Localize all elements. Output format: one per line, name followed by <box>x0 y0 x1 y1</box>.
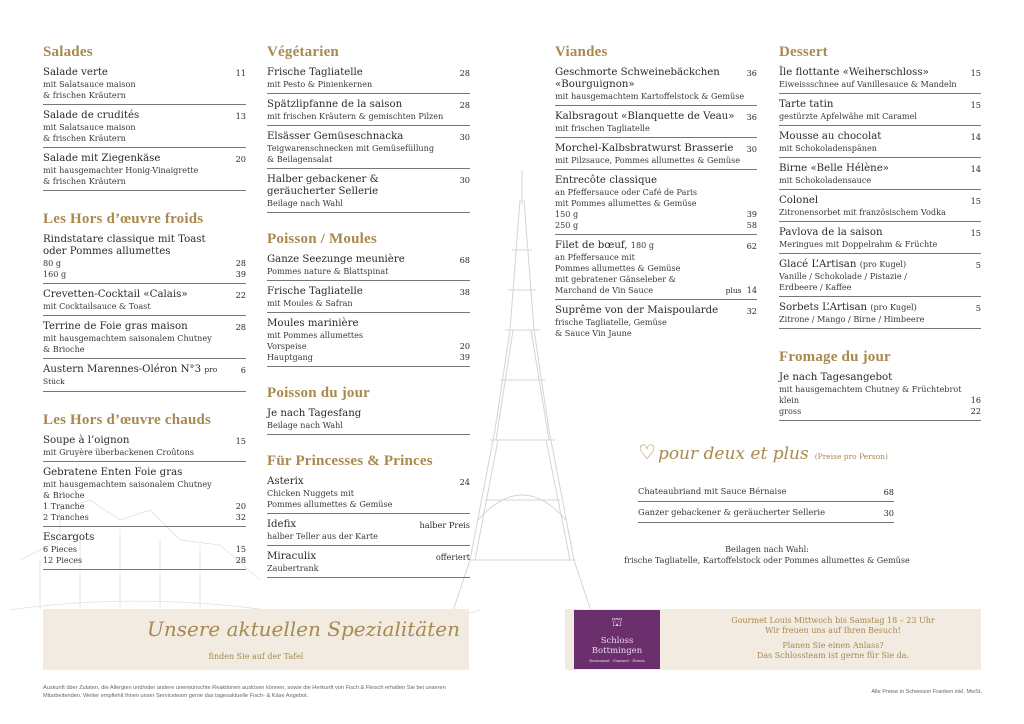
section-viandes <box>555 44 757 342</box>
item-name: Spätzlipfanne de la saison <box>267 99 403 110</box>
menu-item <box>43 289 246 316</box>
item-name: Salade de crudités <box>43 110 140 121</box>
item-desc: Beilage nach Wahl <box>267 198 343 208</box>
allergy-note: Auskunft über Zutaten, die Allergien und/oder andere unerwünschte Reaktionen auslösen können, sowie die Herkunft von Fisch & Fleisch erhalten Sie bei unseren Mitarbeitenden. Weiter empfiehlt Ihnen unser Serviceteam gerne das tagesaktuelle Fisch- & Käse Angebot. <box>43 685 446 699</box>
section-title: Poisson / Moules <box>267 231 377 247</box>
menu-item <box>43 364 246 392</box>
item-price: 20 <box>235 154 246 164</box>
menu-item <box>779 227 981 254</box>
item-price: 15 <box>970 100 981 110</box>
item-price: 30 <box>459 132 470 142</box>
item-desc: & Sauce Vin Jaune <box>555 328 632 338</box>
item-name-2: «Bourguignon» <box>555 79 635 90</box>
item-price: 15 <box>235 436 246 446</box>
section-title: Fromage du jour <box>779 349 891 365</box>
menu-item <box>267 551 470 578</box>
item-name: Suprême von der Maispoularde <box>555 305 719 316</box>
item-price: 13 <box>235 111 246 121</box>
item-name: Colonel <box>779 195 819 206</box>
item-price: offeriert <box>435 552 470 562</box>
item-desc: an Pfeffersauce mit <box>555 252 635 262</box>
section-note: (Preise pro Person) <box>814 452 888 461</box>
item-name: Je nach Tagesfang <box>267 408 362 419</box>
item-desc: an Pfeffersauce oder Café de Paris <box>555 187 698 197</box>
item-desc: & frischen Kräutern <box>43 133 126 143</box>
item-desc: & Beilagensalat <box>267 154 333 164</box>
item-name: Gebratene Enten Foie gras <box>43 467 183 478</box>
item-name: Filet de bœuf, <box>555 240 628 251</box>
item-name: Salade mit Ziegenkäse <box>43 153 161 164</box>
item-name: Escargots <box>43 532 95 543</box>
item-price: 30 <box>746 144 757 154</box>
menu-item <box>555 305 757 342</box>
item-note: 180 g <box>630 240 654 250</box>
item-desc: Zitrone / Mango / Birne / Himbeere <box>779 314 925 324</box>
gourmet-line: Wir freuen uns auf Ihren Besuch! <box>765 626 901 635</box>
section-title: Les Hors d’œuvre froids <box>43 211 204 227</box>
item-price: 20 <box>235 501 246 511</box>
item-desc: mit hausgemachter Honig-Vinaigrette <box>43 165 199 175</box>
menu-item <box>267 254 470 281</box>
specials-subtitle: finden Sie auf der Tafel <box>208 652 304 661</box>
item-name: Tarte tatin <box>779 99 834 110</box>
menu-item <box>779 163 981 190</box>
item-price: 28 <box>459 100 470 110</box>
gourmet-text <box>683 616 983 661</box>
size-label: 150 g <box>555 209 579 219</box>
item-desc: mit Pommes allumettes <box>267 330 364 340</box>
menu-item <box>555 111 757 138</box>
item-price: 30 <box>883 508 894 518</box>
menu-item <box>267 67 470 94</box>
item-desc: & frischen Kräutern <box>43 90 126 100</box>
item-name: Glacé L’Artisan <box>779 259 857 270</box>
item-name: Salade verte <box>43 67 108 78</box>
item-price: 11 <box>235 68 246 78</box>
item-price: 5 <box>975 303 981 313</box>
item-desc: mit hausgemachtem Kartoffelstock & Gemüse <box>555 91 745 101</box>
section-title: Les Hors d’œuvre chauds <box>43 412 212 428</box>
item-name: Entrecôte classique <box>555 175 658 186</box>
menu-item <box>267 174 470 213</box>
gourmet-banner <box>565 609 981 670</box>
item-desc: mit hausgemachtem Chutney & Früchtebrot <box>779 384 962 394</box>
item-price: 24 <box>459 477 470 487</box>
item-desc: Pommes nature & Blattspinat <box>267 266 389 276</box>
item-price: 36 <box>746 112 757 122</box>
item-desc: Zitronensorbet mit französischem Vodka <box>779 207 946 217</box>
menu-item <box>267 519 470 546</box>
menu-item <box>779 195 981 222</box>
section-title: Salades <box>43 44 93 60</box>
specials-title: Unsere aktuellen Spezialitäten <box>147 617 460 641</box>
item-name: Île flottante «Weiherschloss» <box>779 67 929 78</box>
item-name-2: geräucherter Sellerie <box>267 186 379 197</box>
item-desc: Eiweissschnee auf Vanillesauce & Mandeln <box>779 79 957 89</box>
item-desc: Zaubertrank <box>267 563 319 573</box>
menu-item <box>43 321 246 359</box>
item-price: 22 <box>970 406 981 416</box>
menu-item <box>43 234 246 284</box>
item-desc: & frischen Kräutern <box>43 176 126 186</box>
item-desc: gestürzte Apfelwähe mit Caramel <box>779 111 917 121</box>
item-desc: mit Cocktailsauce & Toast <box>43 301 151 311</box>
menu-item <box>779 67 981 94</box>
section-title: Viandes <box>555 44 608 60</box>
item-desc: Teigwarenschnecken mit Gemüsefüllung <box>267 143 435 153</box>
item-desc: Chicken Nuggets mit <box>267 488 354 498</box>
menu-item <box>555 143 757 170</box>
item-desc: Pommes allumettes & Gemüse <box>555 263 681 273</box>
item-desc: & Brioche <box>43 344 85 354</box>
item-name: Rindstatare classique mit Toast <box>43 234 206 245</box>
item-note: pro Stück <box>43 365 218 386</box>
item-price: 58 <box>746 220 757 230</box>
plus-label: plus <box>725 286 742 295</box>
item-price: 36 <box>746 68 757 78</box>
item-desc: mit Schokoladenspänen <box>779 143 878 153</box>
column-4 <box>779 44 981 426</box>
gourmet-line: Das Schlossteam ist gerne für Sie da. <box>756 651 910 660</box>
item-desc: mit hausgemachtem saisonalem Chutney <box>43 479 212 489</box>
item-price: 68 <box>459 255 470 265</box>
section-pour-deux <box>638 440 894 528</box>
item-name: Crevetten-Cocktail «Calais» <box>43 289 188 300</box>
item-price: 32 <box>746 306 757 316</box>
menu-item <box>267 408 470 435</box>
item-desc: Erdbeere / Kaffee <box>779 282 852 292</box>
section-fromage <box>779 349 981 421</box>
item-name: Miraculix <box>267 551 317 562</box>
item-desc: mit Salatsauce maison <box>43 122 136 132</box>
size-label: klein <box>779 395 800 405</box>
item-desc: & Brioche <box>43 490 85 500</box>
item-price: 14 <box>970 132 981 142</box>
item-price: 6 <box>240 365 246 375</box>
menu-item <box>638 486 894 502</box>
schloss-logo <box>574 610 660 669</box>
item-name: Pavlova de la saison <box>779 227 883 238</box>
item-name: Geschmorte Schweinebäckchen <box>555 67 720 78</box>
item-name: Soupe à l’oignon <box>43 435 130 446</box>
item-name: Frische Tagliatelle <box>267 286 363 297</box>
menu-item <box>555 175 757 235</box>
column-1 <box>43 44 246 575</box>
item-price: 38 <box>459 287 470 297</box>
size-label: 250 g <box>555 220 579 230</box>
item-price: 20 <box>459 341 470 351</box>
sauce-label: Marchand de Vin Sauce <box>555 285 654 295</box>
item-price: 62 <box>746 241 757 251</box>
item-name: Ganze Seezunge meunière <box>267 254 405 265</box>
section-chauds <box>43 412 246 570</box>
item-price: 30 <box>459 175 470 185</box>
logo-sub: Restaurant · Gourmet · Events <box>589 659 645 663</box>
item-price: 16 <box>970 395 981 405</box>
item-price: 28 <box>235 322 246 332</box>
menu-item <box>43 435 246 462</box>
section-title: Für Princesses & Princes <box>267 453 433 469</box>
size-label: Hauptgang <box>267 352 313 362</box>
item-desc: mit frischen Kräutern & gemischten Pilzen <box>267 111 444 121</box>
column-3 <box>555 44 757 342</box>
item-name: Terrine de Foie gras maison <box>43 321 188 332</box>
item-price: 15 <box>235 544 246 554</box>
menu-item <box>267 318 470 367</box>
item-desc: mit Pilzsauce, Pommes allumettes & Gemüse <box>555 155 741 165</box>
menu-item <box>779 302 981 329</box>
item-desc: halber Teller aus der Karte <box>267 531 378 541</box>
size-label: gross <box>779 406 802 416</box>
section-princes <box>267 453 470 578</box>
item-name: Sorbets L’Artisan <box>779 302 868 313</box>
size-label: 2 Tranches <box>43 512 89 522</box>
item-price: 39 <box>459 352 470 362</box>
item-desc: mit gebratener Gänseleber & <box>555 274 676 284</box>
section-title: Poisson du jour <box>267 385 371 401</box>
gourmet-line: Gourmet Louis Mittwoch bis Samstag 18 – 23 Uhr <box>731 616 935 625</box>
item-desc: mit hausgemachtem saisonalem Chutney <box>43 333 212 343</box>
item-price: 14 <box>746 285 757 295</box>
item-desc: mit Pesto & Pinienkernen <box>267 79 373 89</box>
item-name: Idefix <box>267 519 297 530</box>
beilagen-text: frische Tagliatelle, Kartoffelstock oder Pommes allumettes & Gemüse <box>624 555 910 565</box>
section-title: Dessert <box>779 44 828 60</box>
item-price: 32 <box>235 512 246 522</box>
beilagen-block <box>600 544 934 566</box>
item-price: 39 <box>746 209 757 219</box>
section-salades <box>43 44 246 191</box>
item-note: (pro Kugel) <box>859 259 907 269</box>
item-price: 22 <box>235 290 246 300</box>
menu-item <box>43 467 246 527</box>
item-desc: Vanille / Schokolade / Pistazie / <box>779 271 907 281</box>
size-label: Vorspeise <box>267 341 307 351</box>
item-desc: mit Pommes allumettes & Gemüse <box>555 198 697 208</box>
item-desc: mit Schokoladensauce <box>779 175 872 185</box>
item-desc: Meringues mit Doppelrahm & Früchte <box>779 239 938 249</box>
item-name: Moules marinière <box>267 318 359 329</box>
gourmet-line: Planen Sie einen Anlass? <box>782 641 884 650</box>
item-name: Frische Tagliatelle <box>267 67 363 78</box>
menu-item <box>43 532 246 570</box>
section-dessert <box>779 44 981 329</box>
item-price: 15 <box>970 196 981 206</box>
castle-icon: ⛫ <box>611 615 623 629</box>
beilagen-title: Beilagen nach Wahl: <box>725 544 809 554</box>
section-title: Végétarien <box>267 44 339 60</box>
menu-item <box>43 67 246 105</box>
size-label: 80 g <box>43 258 62 268</box>
item-name: Ganzer gebackener & geräucherter Sellerie <box>638 507 826 517</box>
item-desc: frische Tagliatelle, Gemüse <box>555 317 667 327</box>
size-label: 160 g <box>43 269 67 279</box>
column-2 <box>267 44 470 583</box>
item-price: 15 <box>970 68 981 78</box>
item-name: Halber gebackener & <box>267 174 379 185</box>
item-desc: Beilage nach Wahl <box>267 420 343 430</box>
section-vegetarien <box>267 44 470 213</box>
item-price: 15 <box>970 228 981 238</box>
price-note: Alle Preise in Schweizer Franken inkl. MwSt. <box>871 689 982 695</box>
item-name: Je nach Tagesangebot <box>779 372 893 383</box>
menu-item <box>555 67 757 106</box>
size-label: 1 Tranche <box>43 501 85 511</box>
item-price: 28 <box>235 258 246 268</box>
item-desc: mit Gruyère überbackenen Croûtons <box>43 447 194 457</box>
item-price: 5 <box>975 260 981 270</box>
menu-item <box>267 99 470 126</box>
menu-item <box>779 99 981 126</box>
size-label: 6 Pieces <box>43 544 78 554</box>
item-desc: Pommes allumettes & Gemüse <box>267 499 393 509</box>
item-price: 28 <box>459 68 470 78</box>
menu-item <box>638 507 894 523</box>
item-desc: mit frischen Tagliatelle <box>555 123 650 133</box>
item-name-2: oder Pommes allumettes <box>43 246 171 257</box>
item-price: 14 <box>970 164 981 174</box>
item-name: Elsässer Gemüseschnacka <box>267 131 404 142</box>
item-name: Kalbsragout «Blanquette de Veau» <box>555 111 735 122</box>
heart-icon: ♡ <box>638 440 656 464</box>
item-note: (pro Kugel) <box>870 302 917 312</box>
item-name: Mousse au chocolat <box>779 131 882 142</box>
size-label: 12 Pieces <box>43 555 83 565</box>
menu-item <box>779 259 981 297</box>
menu-item <box>779 131 981 158</box>
section-title: pour deux et plus <box>657 444 809 464</box>
menu-item <box>267 131 470 169</box>
menu-item <box>779 372 981 421</box>
item-name: Asterix <box>267 476 304 487</box>
menu-item <box>555 240 757 300</box>
menu-item <box>43 110 246 148</box>
specials-banner <box>43 609 469 670</box>
logo-name: Schloss Bottmingen <box>591 636 643 656</box>
section-froids <box>43 211 246 392</box>
section-poisson <box>267 231 470 367</box>
menu-item <box>43 153 246 191</box>
item-price: 68 <box>883 487 894 497</box>
menu-item <box>267 476 470 514</box>
item-name: Austern Marennes-Oléron N°3 <box>43 364 202 375</box>
section-poisson-du-jour <box>267 385 470 435</box>
item-name: Birne «Belle Hélène» <box>779 163 889 174</box>
item-price: 39 <box>235 269 246 279</box>
item-price: halber Preis <box>419 520 470 530</box>
menu-item <box>267 286 470 313</box>
item-name: Chateaubriand mit Sauce Bérnaise <box>638 486 787 496</box>
item-name: Morchel-Kalbsbratwurst Brasserie <box>555 143 734 154</box>
item-price: 28 <box>235 555 246 565</box>
item-desc: mit Moules & Safran <box>267 298 353 308</box>
item-desc: mit Salatsauce maison <box>43 79 136 89</box>
